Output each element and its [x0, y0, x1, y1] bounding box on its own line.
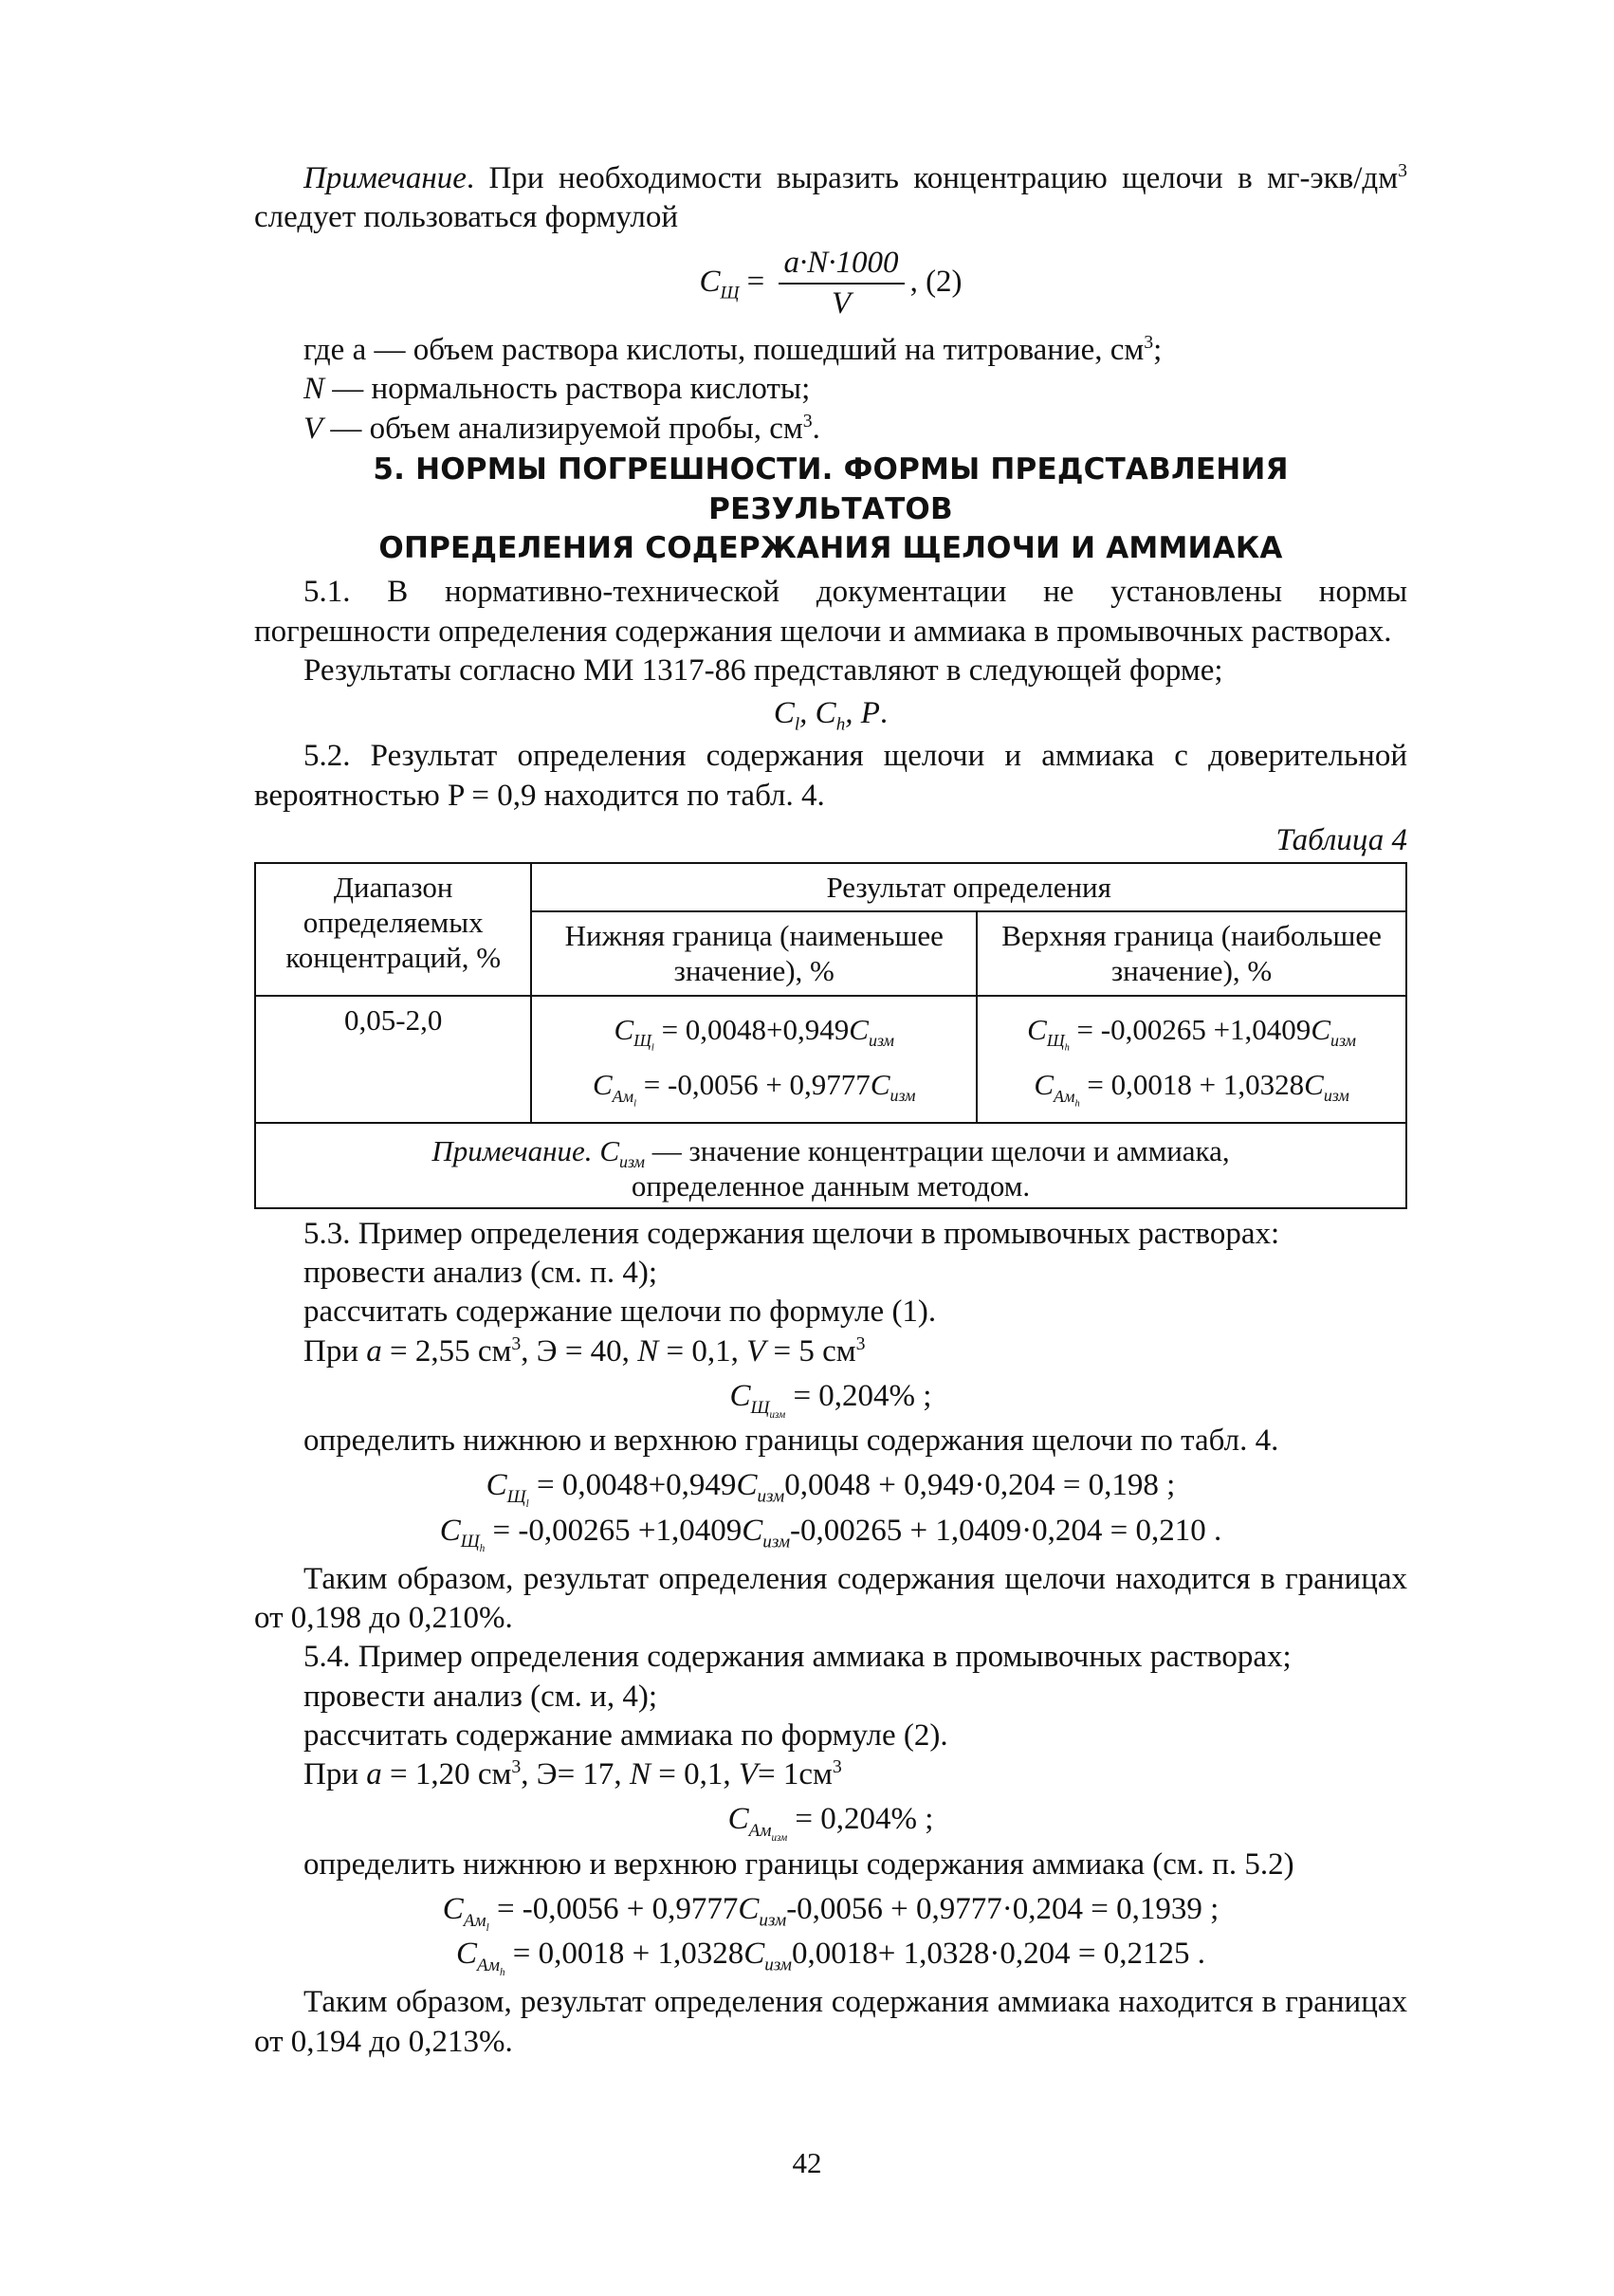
formula-5-4-upper: $C_{Ам_h} = 0,0018 + 1,0328C_{изм}0,0018+ 1,0328\cdot 0,204 = 0,2125$ . [456, 1937, 1205, 1978]
conclusion-5-4: Таким образом, результат определения содержания аммиака находится в границах от 0,194 до 0,213%. [254, 1985, 1407, 2059]
table-note: Примечание. $C_{изм}$ — значение концентрации щелочи и аммиака, определенное данным методом. [255, 1123, 1406, 1208]
section-5-title: 5. НОРМЫ ПОГРЕШНОСТИ. ФОРМЫ ПРЕДСТАВЛЕНИЯ РЕЗУЛЬТАТОВ ОПРЕДЕЛЕНИЯ СОДЕРЖАНИЯ ЩЕЛОЧИ И АММИАКА [373, 451, 1289, 566]
table-header-upper: Верхняя граница (наибольшее значение), % [977, 911, 1406, 995]
formula-upper-ammonia: $C_{Ам_h} = 0,0018 + 1,0328C_{изм}$ [1034, 1068, 1349, 1110]
formula-upper-alkali: $C_{Щ_h} = -0,00265 +1,0409C_{изм}$ [1027, 1012, 1357, 1054]
formula-lower-ammonia: $C_{Ам_l} = -0,0056 + 0,9777C_{изм}$ [592, 1068, 916, 1110]
table-cell-range: 0,05-2,0 [255, 996, 531, 1123]
paragraph-5-2: 5.2. Результат определения содержания щелочи и аммиака с доверительной вероятностью P = 0,9 находится по табл. 4. [254, 739, 1407, 813]
page-number: 42 [792, 2146, 822, 2179]
formula-5-4-measured: $C_{Ам_{изм}} = 0,204\%$ ; [727, 1802, 934, 1844]
formula-5-4-lower: $C_{Ам_l} = -0,0056 + 0,9777C_{изм}-0,0056 + 0,9777\cdot 0,204 = 0,1939$ ; [442, 1891, 1220, 1934]
example-5-4-step: определить нижнюю и верхнюю границы содержания аммиака (см. п. 5.2) [303, 1846, 1294, 1882]
document-page [254, 159, 1407, 2062]
table-header-lower: Нижняя граница (наименьшее значение), % [531, 911, 977, 995]
table-header-range: Диапазон определяемых концентраций, % [255, 863, 531, 996]
table-cell-lower [531, 996, 977, 1123]
example-5-3: 5.3. Пример определения содержания щелочи в промывочных растворах: провести анализ (см. п. 4); рассчитать содержание щелочи по формуле (1). При a = 2,55 $см^3$, Э = 40, N = 0,1, V = 5 $см^3$ [303, 1216, 1280, 1368]
example-5-4: 5.4. Пример определения содержания аммиака в промывочных растворах; провести анализ (см. и, 4); рассчитать содержание аммиака по формуле (2). При a = 1,20 $см^3$, Э= 17, N = 0,1, $V= 1см^3$ [303, 1640, 1292, 1792]
fraction: $\frac{a\cdot N\cdot 1000}{V}$ [779, 244, 905, 324]
where-line-n: N — нормальность раствора кислоты; [303, 372, 811, 407]
table-4 [254, 862, 1407, 1209]
note-paragraph: Примечание. При необходимости выразить концентрацию щелочи в $мг-экв/дм^3$ следует пользоваться формулой [254, 160, 1407, 235]
conclusion-5-3: Таким образом, результат определения содержания щелочи находится в границах от 0,198 до 0,210%. [254, 1561, 1407, 1636]
table-cell-upper [977, 996, 1406, 1123]
where-line-v: V — объем анализируемой пробы, $см^3$. [303, 410, 820, 446]
formula-lower-alkali: $C_{Щ_l} = 0,0048+0,949C_{изм}$ [614, 1012, 894, 1054]
example-5-3-step: определить нижнюю и верхнюю границы содержания щелочи по табл. 4. [303, 1424, 1279, 1459]
paragraph-5-1: 5.1. В нормативно-технической документации не установлены нормы погрешности определения содержания щелочи и аммиака в промывочных растворах. [254, 575, 1407, 649]
table-header-result: Результат определения [531, 863, 1406, 911]
paragraph-5-1-results: Результаты согласно МИ 1317-86 представляют в следующей форме; [303, 652, 1223, 688]
table-4-caption: Таблица 4 [1275, 822, 1407, 857]
formula-5-3-measured: $C_{Щ_{изм}} = 0,204\%$ ; [729, 1378, 932, 1421]
result-form: $C_l$, $C_h$, P. [773, 696, 889, 735]
formula-5-3-lower: $C_{Щ_l} = 0,0048+0,949C_{изм}0,0048 + 0,949\cdot 0,204 = 0,198$ ; [486, 1468, 1176, 1510]
formula-2: $C_Щ$ = $\frac{a\cdot N\cdot 1000}{V}$ , (2) [254, 244, 1407, 324]
where-line-a: где а — объем раствора кислоты, пошедший на титрование, $см^3$; [303, 332, 1163, 367]
formula-5-3-upper: $C_{Щ_h} = -0,00265 +1,0409C_{изм}-0,00265 + 1,0409\cdot 0,204 = 0,210$ . [439, 1513, 1222, 1555]
note-label: Примечание [303, 161, 467, 195]
